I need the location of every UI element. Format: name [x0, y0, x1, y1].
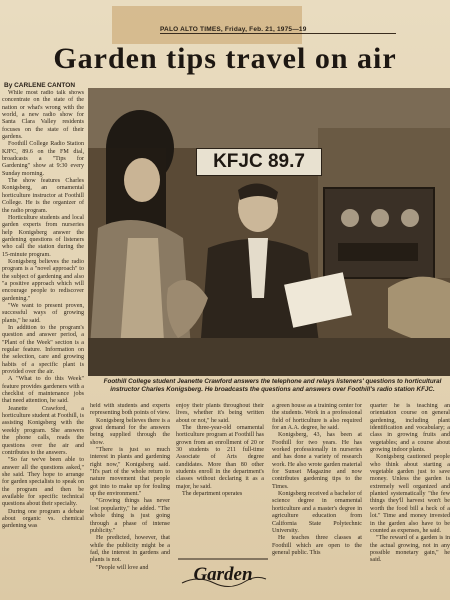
paragraph: Horticulture students and local garden experts from nurseries help Konigsberg answer the gardening questions of listeners who call the station during the 15-minute program. [2, 214, 84, 258]
paragraph: He predicted, however, that while the publicity might be a fad, the interest in gardens and plants is not. [90, 535, 170, 564]
paragraph: Jeanette Crawford, a horticulture student at Foothill, is assisting Konigsberg with the weekly program. She answers the phone calls, reads the questions over the air and contributes to the answers. [2, 405, 84, 456]
paragraph: He teaches three classes at Foothill which are open to the general public. This [272, 535, 362, 556]
paragraph: Konigsberg believes there is a great demand for the answers being supplied through the show. [90, 417, 170, 446]
article-column-1 [2, 90, 84, 600]
article-column-2 [90, 403, 170, 600]
paragraph: Konigsberg cautioned people who think about starting a vegetable garden just to save money. Unless the garden is extremely well organized and planted systematically "the few things they'll harvest won't be worth the food bill a heck of a lot." Time and money invested in the garden also have to be counted as expenses, he said. [370, 454, 450, 534]
byline: By CARLENE CANTON [4, 82, 76, 89]
paragraph: The show features Charles Konigsberg, an ornamental horticulture instructor at Foothill College. He is the organizer of the radio program. [2, 178, 84, 214]
paragraph: quarter he is teaching an orientation course on general gardening, including plant identification and vocabulary; a class in growing fruits and vegetables; and a course about growing indoor plants. [370, 403, 450, 454]
paragraph: A "What to do this Week" feature provides gardeners with a checklist of maintenance jobs that need attention, he said. [2, 376, 84, 405]
paragraph: "Growing things has never lost popularity," he added. "The whole thing is just going through a phase of intense publicity." [90, 498, 170, 534]
station-sign: KFJC 89.7 [196, 148, 322, 176]
paragraph: During one program a debate about organic vs. chemical gardening was [2, 508, 84, 530]
garden-section-logo [178, 553, 268, 593]
headline: Garden tips travel on air [53, 42, 397, 75]
news-photo [88, 88, 450, 376]
paragraph: Konigsberg believes the radio program is a "novel approach" to the subject of gardening and also "a positive approach which will encourage people to rediscover gardening." [2, 258, 84, 302]
article-column-3 [176, 403, 264, 549]
paragraph: Konigsberg received a bachelor of science degree in ornamental horticulture and a master's degree in agriculture education from California State Polytechnic University. [272, 491, 362, 534]
paragraph: Foothill College Radio Station KJFC, 89.6 on the FM dial, broadcasts a "Tips for Gardening" show at 9:30 every Sunday morning. [2, 141, 84, 177]
article-column-5 [370, 403, 450, 600]
paragraph: "The reward of a garden is in the actual growing, not in any possible monetary gain," he said. [370, 535, 450, 564]
photo-caption: Foothill College student Jeanette Crawford answers the telephone and relays listeners' questions to horticultural instructor Charles Konigsberg. He broadcasts the questions and answers over Foothill's radio station KFJC. [103, 378, 442, 393]
paragraph: enjoy their plants throughout their lives, whether it's being written about or not," he said. [176, 403, 264, 424]
tape-strip [112, 6, 302, 44]
paragraph: a green house as a training center for the students. Work in a professional field of horticulture is also required for an A.A. degree, he said. [272, 403, 362, 432]
paragraph: In addition to the program's question and answer period, a "Plant of the Week" section is a regular feature. Information on the selection, care and growing habits of a specific plant is provided over the air. [2, 325, 84, 376]
article-column-4 [272, 403, 362, 600]
paragraph: The three-year-old ornamental horticulture program at Foothill has grown from an enrollment of 20 or 30 students to 211 full-time Associate of Arts degree candidates. More than 80 other students enroll in the department's classes without declaring it as a major, he said. [176, 425, 264, 490]
paragraph: "We want to present proven, successful ways of growing plants," he said. [2, 302, 84, 324]
dateline: PALO ALTO TIMES, Friday, Feb. 21, 1975—19 [160, 26, 396, 34]
paragraph: Konigsberg, 43, has been at Foothill for two years. He has worked professionally in nurseries and has done a variety of research work. He also wrote garden material for Sunset Magazine and now contributes gardening tips to the Times. [272, 432, 362, 490]
paragraph: "There is just so much interest in plants and gardening right now," Konigsberg said. "It's part of the whole return to nature movement that people got into to make up for fouling up the environment." [90, 447, 170, 498]
paragraph: held with students and experts representing both points of view. [90, 403, 170, 417]
section-logo-text: Garden [193, 564, 253, 585]
paragraph: While most radio talk shows concentrate on the state of the nation or what's wrong with the world, a new radio show for Santa Clara Valley residents focuses on the state of their gardens. [2, 90, 84, 141]
paragraph: "People will love and [96, 564, 149, 571]
paragraph: The department operates [182, 491, 243, 498]
paragraph: "So far we've been able to answer all the questions asked," she said. They hope to arrange for garden specialists to speak on the program and then be available for specific technical questions about their specialty. [2, 457, 84, 508]
photo-illustration [88, 88, 450, 376]
